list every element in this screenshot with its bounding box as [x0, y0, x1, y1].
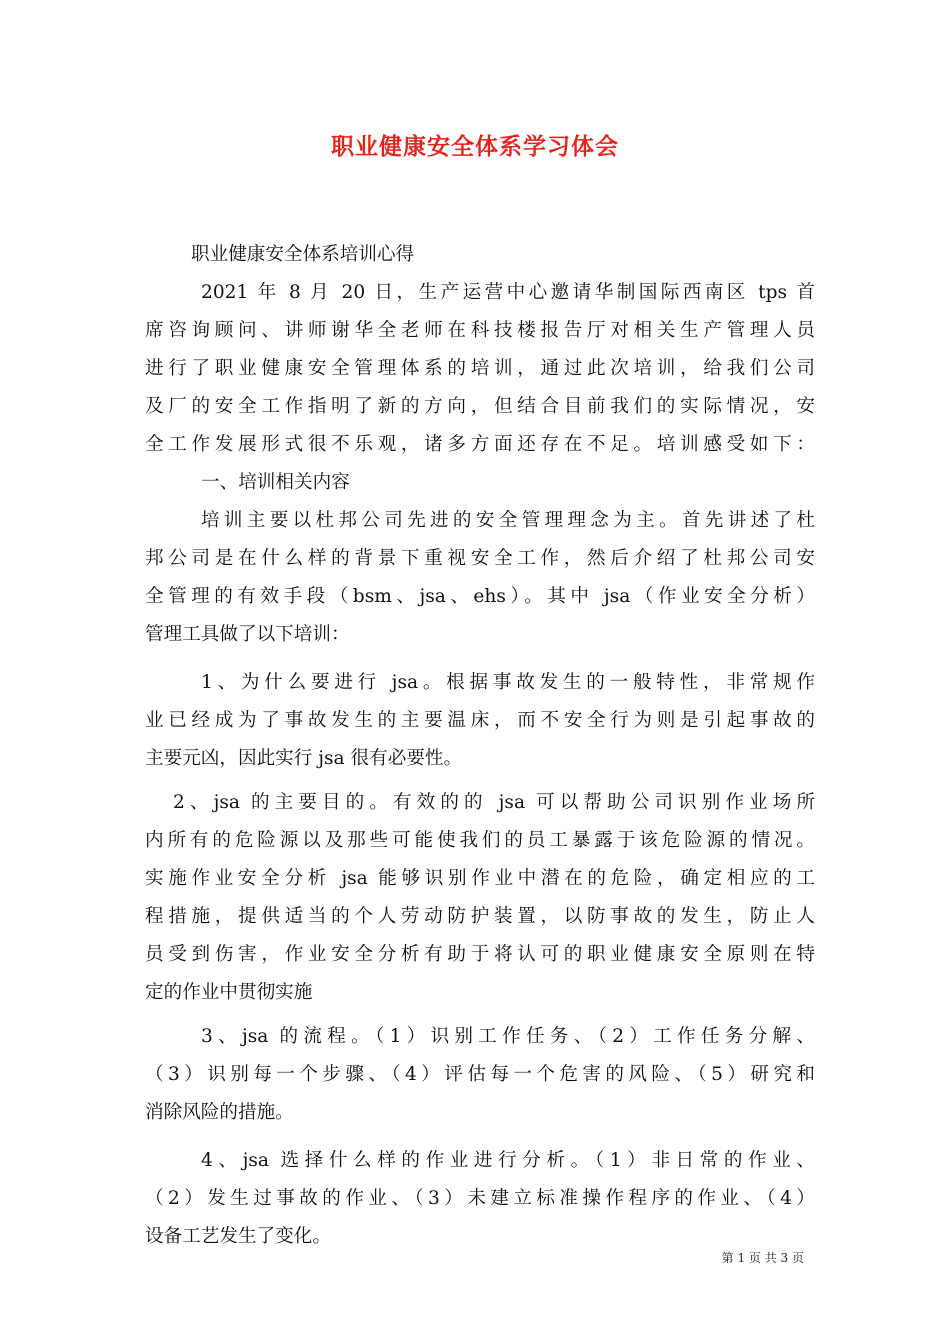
page-number: 第 1 页 共 3 页 [721, 1251, 804, 1265]
document-body [145, 236, 815, 1256]
list-item-line: 消除风险的措施。 [145, 1102, 294, 1123]
list-item-line: 内所有的危险源以及那些可能使我们的员工暴露于该危险源的情况。 [145, 830, 815, 851]
paragraph-line: 全管理的有效手段（bsm、jsa、ehs）。其中 jsa（作业安全分析） [145, 586, 815, 607]
list-item-line: 实施作业安全分析 jsa 能够识别作业中潜在的危险，确定相应的工 [145, 868, 815, 889]
section-heading: 一、培训相关内容 [201, 472, 350, 493]
list-item-line: 4、jsa 选择什么样的作业进行分析。（1）非日常的作业、 [201, 1150, 815, 1171]
list-item-line: 设备工艺发生了变化。 [145, 1226, 331, 1247]
document-title: 职业健康安全体系学习体会 [331, 133, 619, 160]
list-item-line: 业已经成为了事故发生的主要温床，而不安全行为则是引起事故的 [145, 710, 815, 731]
list-item-line: 2、jsa 的主要目的。有效的的 jsa 可以帮助公司识别作业场所 [173, 792, 815, 813]
list-item-line: （3）识别每一个步骤、（4）评估每一个危害的风险、（5）研究和 [145, 1064, 815, 1085]
document-subtitle: 职业健康安全体系培训心得 [191, 244, 415, 265]
paragraph-line: 邦公司是在什么样的背景下重视安全工作，然后介绍了杜邦公司安 [145, 548, 815, 569]
paragraph-line: 进行了职业健康安全管理体系的培训，通过此次培训，给我们公司 [145, 358, 815, 379]
list-item-line: 员受到伤害，作业安全分析有助于将认可的职业健康安全原则在特 [145, 944, 815, 965]
paragraph-line: 全工作发展形式很不乐观，诸多方面还存在不足。培训感受如下： [145, 434, 815, 455]
list-item-line: 1、为什么要进行 jsa。根据事故发生的一般特性，非常规作 [201, 672, 815, 693]
paragraph-line: 管理工具做了以下培训： [145, 624, 350, 645]
paragraph-line: 培训主要以杜邦公司先进的安全管理理念为主。首先讲述了杜 [201, 510, 815, 531]
list-item-line: 程措施，提供适当的个人劳动防护装置，以防事故的发生，防止人 [145, 906, 815, 927]
list-item-line: 定的作业中贯彻实施 [145, 982, 313, 1003]
list-item-line: 主要元凶，因此实行 jsa 很有必要性。 [145, 748, 463, 769]
list-item-line: 3、jsa 的流程。（1）识别工作任务、（2）工作任务分解、 [201, 1026, 815, 1047]
paragraph-line: 席咨询顾问、讲师谢华全老师在科技楼报告厅对相关生产管理人员 [145, 320, 815, 341]
paragraph-line: 2021 年 8 月 20 日，生产运营中心邀请华制国际西南区 tps 首 [201, 282, 815, 303]
list-item-line: （2）发生过事故的作业、（3）未建立标准操作程序的作业、（4） [145, 1188, 815, 1209]
paragraph-line: 及厂的安全工作指明了新的方向，但结合目前我们的实际情况，安 [145, 396, 815, 417]
